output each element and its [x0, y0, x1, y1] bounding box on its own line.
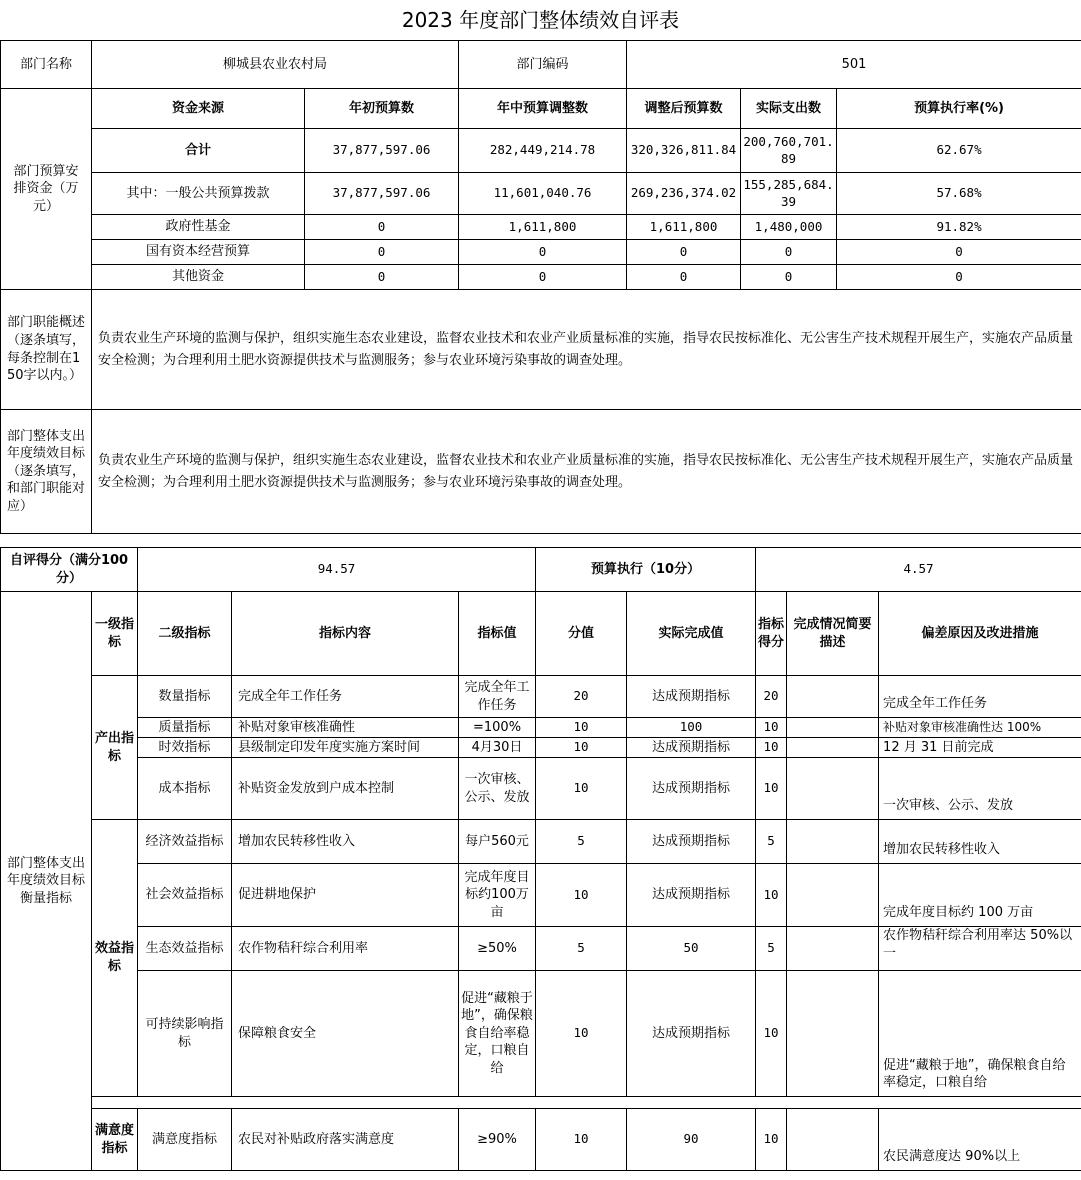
level2-cell: 生态效益指标 — [138, 927, 232, 971]
level2-cell: 可持续影响指标 — [138, 971, 232, 1097]
indicators-section-label: 部门整体支出年度绩效目标衡量指标 — [1, 592, 92, 1171]
budget-source: 政府性基金 — [92, 215, 305, 240]
target-cell: ≥50% — [459, 927, 536, 971]
budget-header: 实际支出数 — [741, 89, 837, 129]
budget-cell: 0 — [837, 265, 1081, 290]
dept-info-table — [0, 40, 1081, 534]
score-cell: 20 — [756, 676, 787, 718]
indicator-header: 一级指标 — [92, 592, 138, 676]
budget-header: 年初预算数 — [305, 89, 459, 129]
budget-cell: 0 — [837, 240, 1081, 265]
target-cell: 完成年度目标约100万亩 — [459, 864, 536, 927]
budget-cell: 0 — [627, 240, 741, 265]
exec-score-value: 4.57 — [756, 548, 1081, 592]
dept-name-value: 柳城县农业农村局 — [92, 41, 459, 89]
target-cell: ≥90% — [459, 1109, 536, 1171]
weight-cell: 20 — [536, 676, 627, 718]
indicator-header: 完成情况简要描述 — [787, 592, 879, 676]
indicator-header: 偏差原因及改进措施 — [879, 592, 1081, 676]
indicator-header: 分值 — [536, 592, 627, 676]
content-cell: 县级制定印发年度实施方案时间 — [232, 738, 459, 758]
budget-cell: 0 — [459, 265, 627, 290]
dept-code-value: 501 — [627, 41, 1081, 89]
score-cell: 5 — [756, 820, 787, 864]
score-cell: 10 — [756, 738, 787, 758]
level2-cell: 质量指标 — [138, 718, 232, 738]
reason-cell: 完成全年工作任务 — [879, 676, 1081, 718]
actual-cell: 达成预期指标 — [627, 864, 756, 927]
level1-satisfaction: 满意度指标 — [92, 1109, 138, 1171]
budget-cell: 0 — [741, 240, 837, 265]
target-cell: 4月30日 — [459, 738, 536, 758]
indicator-header: 指标得分 — [756, 592, 787, 676]
score-cell: 10 — [756, 718, 787, 738]
dept-name-label: 部门名称 — [1, 41, 92, 89]
level2-cell: 社会效益指标 — [138, 864, 232, 927]
budget-cell: 1,611,800 — [627, 215, 741, 240]
target-cell: 一次审核、公示、发放 — [459, 758, 536, 820]
actual-cell: 达成预期指标 — [627, 820, 756, 864]
level1-output: 产出指标 — [92, 676, 138, 820]
functions-label: 部门职能概述（逐条填写，每条控制在150字以内。） — [1, 290, 92, 410]
level2-cell: 满意度指标 — [138, 1109, 232, 1171]
reason-cell: 增加农民转移性收入 — [879, 820, 1081, 864]
budget-cell: 320,326,811.84 — [627, 129, 741, 173]
weight-cell: 10 — [536, 738, 627, 758]
budget-cell: 37,877,597.06 — [305, 129, 459, 173]
budget-source: 合计 — [92, 129, 305, 173]
budget-cell: 0 — [627, 265, 741, 290]
budget-cell: 91.82% — [837, 215, 1081, 240]
budget-cell: 1,611,800 — [459, 215, 627, 240]
weight-cell: 5 — [536, 820, 627, 864]
budget-header: 年中预算调整数 — [459, 89, 627, 129]
content-cell: 保障粮食安全 — [232, 971, 459, 1097]
budget-source: 其中：一般公共预算拨款 — [92, 173, 305, 215]
budget-cell: 0 — [305, 215, 459, 240]
budget-header: 资金来源 — [92, 89, 305, 129]
content-cell: 农民对补贴政府落实满意度 — [232, 1109, 459, 1171]
desc-cell — [787, 738, 879, 758]
budget-cell: 0 — [305, 240, 459, 265]
budget-header: 预算执行率(%) — [837, 89, 1081, 129]
desc-cell — [787, 927, 879, 971]
functions-text: 负责农业生产环境的监测与保护，组织实施生态农业建设，监督农业技术和农业产业质量标准的实施，指导农民按标准化、无公害生产技术规程开展生产，实施农产品质量安全检测；为合理利用土肥水资源提供技术与监测服务；参与农业环境污染事故的调查处理。 — [92, 290, 1081, 410]
level2-cell: 时效指标 — [138, 738, 232, 758]
budget-cell: 282,449,214.78 — [459, 129, 627, 173]
content-cell: 增加农民转移性收入 — [232, 820, 459, 864]
content-cell: 完成全年工作任务 — [232, 676, 459, 718]
reason-cell: 补贴对象审核准确性达 100% — [879, 718, 1081, 738]
budget-cell: 62.67% — [837, 129, 1081, 173]
actual-cell: 100 — [627, 718, 756, 738]
budget-source: 其他资金 — [92, 265, 305, 290]
budget-cell: 11,601,040.76 — [459, 173, 627, 215]
indicator-header: 指标内容 — [232, 592, 459, 676]
desc-cell — [787, 676, 879, 718]
indicator-header: 指标值 — [459, 592, 536, 676]
budget-cell: 0 — [459, 240, 627, 265]
budget-cell: 0 — [305, 265, 459, 290]
content-cell: 补贴资金发放到户成本控制 — [232, 758, 459, 820]
target-cell: 每户560元 — [459, 820, 536, 864]
actual-cell: 达成预期指标 — [627, 676, 756, 718]
desc-cell — [787, 971, 879, 1097]
desc-cell — [787, 864, 879, 927]
score-cell: 10 — [756, 864, 787, 927]
self-score-value: 94.57 — [138, 548, 536, 592]
indicator-header: 实际完成值 — [627, 592, 756, 676]
desc-cell — [787, 718, 879, 738]
budget-source: 国有资本经营预算 — [92, 240, 305, 265]
section-gap — [92, 1097, 1081, 1109]
target-cell: =100% — [459, 718, 536, 738]
content-cell: 农作物秸秆综合利用率 — [232, 927, 459, 971]
indicators-table — [0, 547, 1081, 1171]
level2-cell: 成本指标 — [138, 758, 232, 820]
level1-benefit: 效益指标 — [92, 820, 138, 1097]
budget-cell: 1,480,000 — [741, 215, 837, 240]
score-cell: 5 — [756, 927, 787, 971]
score-cell: 10 — [756, 758, 787, 820]
weight-cell: 5 — [536, 927, 627, 971]
actual-cell: 达成预期指标 — [627, 758, 756, 820]
level2-cell: 数量指标 — [138, 676, 232, 718]
reason-cell: 农民满意度达 90%以上 — [879, 1109, 1081, 1171]
indicator-header: 二级指标 — [138, 592, 232, 676]
target-cell: 完成全年工作任务 — [459, 676, 536, 718]
budget-cell: 37,877,597.06 — [305, 173, 459, 215]
goals-label: 部门整体支出年度绩效目标（逐条填写，和部门职能对应） — [1, 410, 92, 534]
score-cell: 10 — [756, 971, 787, 1097]
target-cell: 促进“藏粮于地”，确保粮食自给率稳定，口粮自给 — [459, 971, 536, 1097]
weight-cell: 10 — [536, 1109, 627, 1171]
reason-cell: 12 月 31 日前完成 — [879, 738, 1081, 758]
desc-cell — [787, 820, 879, 864]
actual-cell: 达成预期指标 — [627, 971, 756, 1097]
reason-cell: 农作物秸秆综合利用率达 50%以一 — [879, 927, 1081, 971]
reason-cell: 完成年度目标约 100 万亩 — [879, 864, 1081, 927]
page-title: 2023 年度部门整体绩效自评表 — [401, 8, 680, 32]
budget-cell: 200,760,701.89 — [741, 129, 837, 173]
content-cell: 促进耕地保护 — [232, 864, 459, 927]
desc-cell — [787, 1109, 879, 1171]
reason-cell: 一次审核、公示、发放 — [879, 758, 1081, 820]
exec-score-label: 预算执行（10分） — [536, 548, 756, 592]
desc-cell — [787, 758, 879, 820]
content-cell: 补贴对象审核准确性 — [232, 718, 459, 738]
actual-cell: 达成预期指标 — [627, 738, 756, 758]
weight-cell: 10 — [536, 718, 627, 738]
budget-cell: 269,236,374.02 — [627, 173, 741, 215]
budget-cell: 155,285,684.39 — [741, 173, 837, 215]
actual-cell: 90 — [627, 1109, 756, 1171]
score-cell: 10 — [756, 1109, 787, 1171]
budget-cell: 57.68% — [837, 173, 1081, 215]
budget-cell: 0 — [741, 265, 837, 290]
dept-code-label: 部门编码 — [459, 41, 627, 89]
reason-cell: 促进“藏粮于地”，确保粮食自给率稳定，口粮自给 — [879, 971, 1081, 1097]
weight-cell: 10 — [536, 864, 627, 927]
actual-cell: 50 — [627, 927, 756, 971]
self-score-label: 自评得分（满分100分） — [1, 548, 138, 592]
budget-header: 调整后预算数 — [627, 89, 741, 129]
goals-text: 负责农业生产环境的监测与保护，组织实施生态农业建设，监督农业技术和农业产业质量标准的实施，指导农民按标准化、无公害生产技术规程开展生产，实施农产品质量安全检测；为合理利用土肥水资源提供技术与监测服务；参与农业环境污染事故的调查处理。 — [92, 410, 1081, 534]
level2-cell: 经济效益指标 — [138, 820, 232, 864]
weight-cell: 10 — [536, 758, 627, 820]
budget-section-label: 部门预算安排资金（万元） — [1, 89, 92, 290]
weight-cell: 10 — [536, 971, 627, 1097]
